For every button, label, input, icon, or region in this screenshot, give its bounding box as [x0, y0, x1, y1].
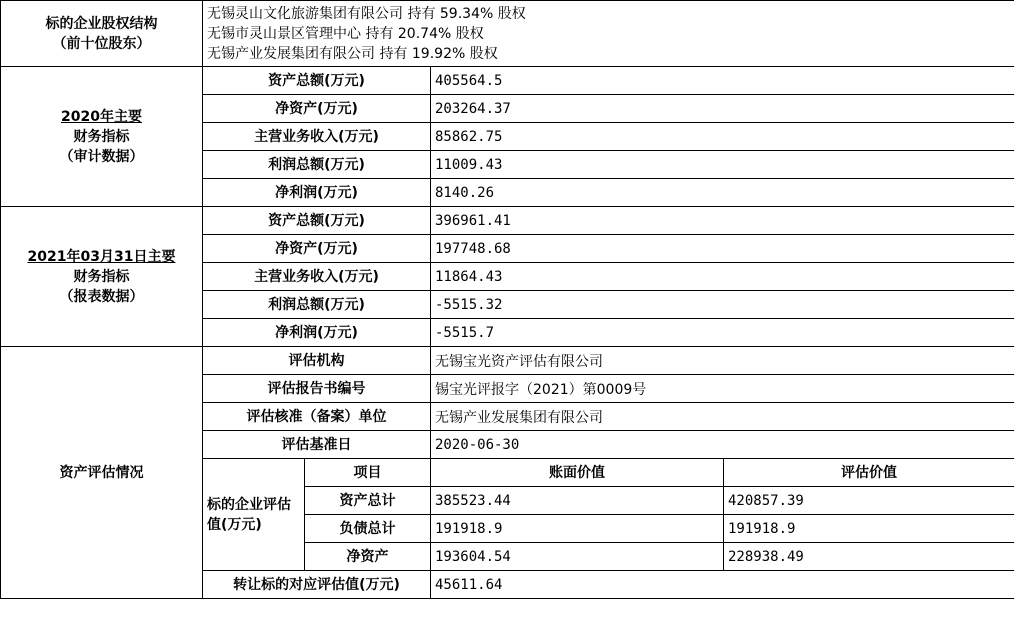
appraisal-header-book: 账面价值	[431, 459, 724, 487]
ownership-label-line1: 标的企业股权结构	[45, 15, 158, 32]
fin2020-item-name: 净资产(万元)	[203, 95, 431, 123]
fin2021-item-value: 11864.43	[431, 263, 1014, 291]
fin2021-item-name: 净资产(万元)	[203, 235, 431, 263]
valuation-item-name: 评估核准（备案）单位	[203, 403, 431, 431]
valuation-item-name: 评估机构	[203, 347, 431, 375]
fin2020-row	[1, 67, 1014, 95]
fin2020-label-line3: （审计数据）	[59, 148, 144, 165]
appraisal-appraised-value: 228938.49	[724, 543, 1014, 571]
shareholder-2: 无锡市灵山景区管理中心 持有 20.74% 股权	[207, 25, 484, 42]
fin2021-item-name: 主营业务收入(万元)	[203, 263, 431, 291]
ownership-label	[1, 1, 203, 67]
transfer-label: 转让标的对应评估值(万元)	[203, 571, 431, 599]
appraisal-book-value: 191918.9	[431, 515, 724, 543]
fin2020-label-line1: 2020年主要	[61, 108, 142, 125]
appraisal-item-name: 净资产	[305, 543, 431, 571]
fin2020-item-name: 净利润(万元)	[203, 179, 431, 207]
valuation-item-value: 无锡宝光资产评估有限公司	[431, 347, 1014, 375]
fin2021-item-value: -5515.32	[431, 291, 1014, 319]
appraisal-appraised-value: 191918.9	[724, 515, 1014, 543]
fin2020-item-value: 85862.75	[431, 123, 1014, 151]
fin2021-row	[1, 207, 1014, 235]
ownership-holders	[203, 1, 1014, 67]
fin2020-item-value: 405564.5	[431, 67, 1014, 95]
shareholder-1: 无锡灵山文化旅游集团有限公司 持有 59.34% 股权	[207, 5, 526, 22]
fin2020-item-name: 主营业务收入(万元)	[203, 123, 431, 151]
appraisal-book-value: 193604.54	[431, 543, 724, 571]
shareholder-3: 无锡产业发展集团有限公司 持有 19.92% 股权	[207, 45, 498, 62]
appraisal-item-name: 资产总计	[305, 487, 431, 515]
fin2021-label	[1, 207, 203, 347]
appraisal-book-value: 385523.44	[431, 487, 724, 515]
valuation-row	[1, 347, 1014, 375]
valuation-item-value: 锡宝光评报字（2021）第0009号	[431, 375, 1014, 403]
fin2020-item-name: 利润总额(万元)	[203, 151, 431, 179]
appraisal-header-appraised: 评估价值	[724, 459, 1014, 487]
appraisal-appraised-value: 420857.39	[724, 487, 1014, 515]
fin2020-label	[1, 67, 203, 207]
fin2020-label-line2: 财务指标	[73, 128, 130, 145]
fin2021-item-name: 资产总额(万元)	[203, 207, 431, 235]
transfer-value: 45611.64	[431, 571, 1014, 599]
fin2021-item-name: 净利润(万元)	[203, 319, 431, 347]
fin2020-item-name: 资产总额(万元)	[203, 67, 431, 95]
valuation-item-value: 2020-06-30	[431, 431, 1014, 459]
fin2020-item-value: 203264.37	[431, 95, 1014, 123]
valuation-item-name: 评估基准日	[203, 431, 431, 459]
ownership-label-line2: （前十位股东）	[52, 35, 151, 52]
fin2021-label-line1: 2021年03月31日主要	[27, 248, 176, 265]
appraisal-item-name: 负债总计	[305, 515, 431, 543]
appraisal-table-label: 标的企业评估值(万元)	[203, 459, 305, 571]
fin2021-label-line3: （报表数据）	[59, 288, 144, 305]
fin2021-item-value: 197748.68	[431, 235, 1014, 263]
fin2021-item-value: -5515.7	[431, 319, 1014, 347]
ownership-row	[1, 1, 1014, 67]
fin2021-item-name: 利润总额(万元)	[203, 291, 431, 319]
appraisal-header-item: 项目	[305, 459, 431, 487]
valuation-item-value: 无锡产业发展集团有限公司	[431, 403, 1014, 431]
valuation-label: 资产评估情况	[1, 347, 203, 599]
fin2020-item-value: 11009.43	[431, 151, 1014, 179]
valuation-item-name: 评估报告书编号	[203, 375, 431, 403]
fin2020-item-value: 8140.26	[431, 179, 1014, 207]
fin2021-label-line2: 财务指标	[73, 268, 130, 285]
fin2021-item-value: 396961.41	[431, 207, 1014, 235]
